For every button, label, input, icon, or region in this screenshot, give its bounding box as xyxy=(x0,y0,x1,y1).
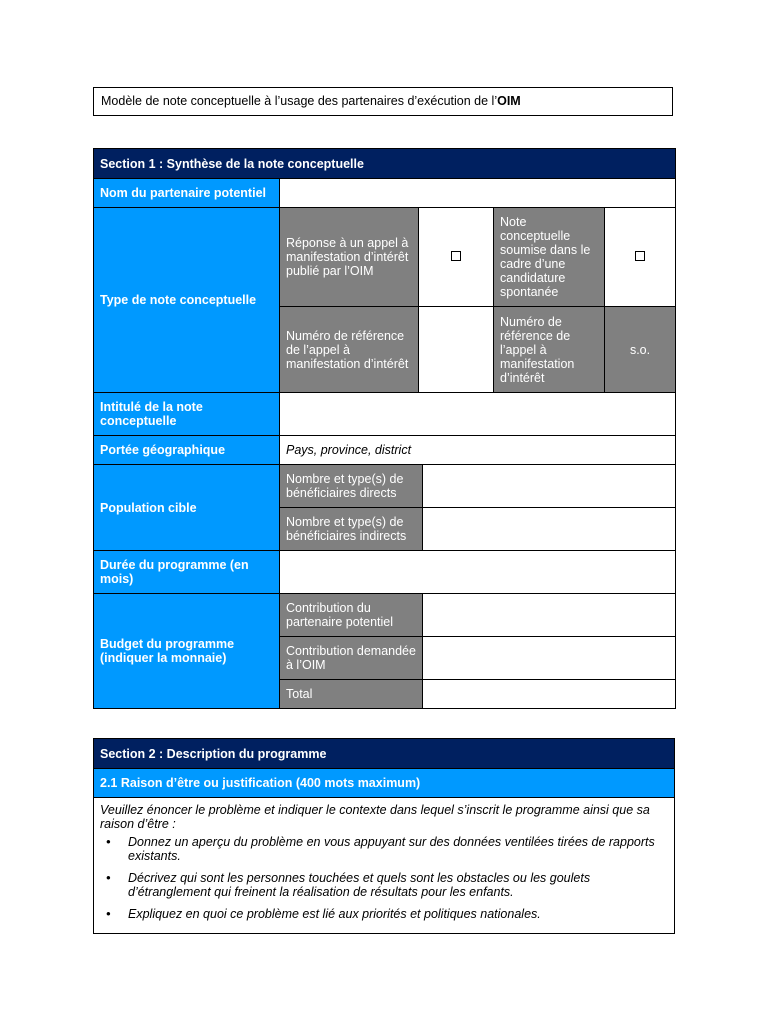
direct-beneficiaries-label: Nombre et type(s) de bénéficiaires directs xyxy=(280,465,423,508)
bullet-item: • Décrivez qui sont les personnes touchées et quels sont les obstacles ou les goulets d’étranglement qui freinent la réalisation de résultats pour les enfants. xyxy=(128,871,668,899)
bullet-item: • Expliquez en quoi ce problème est lié aux priorités et politiques nationales. xyxy=(128,907,668,921)
section2-header: Section 2 : Description du programme xyxy=(94,739,675,769)
partner-name-field[interactable] xyxy=(280,179,676,208)
section2-body[interactable] xyxy=(94,798,675,934)
note-type-label: Type de note conceptuelle xyxy=(94,208,280,393)
option-call-cell[interactable] xyxy=(419,208,494,307)
indirect-beneficiaries-field[interactable] xyxy=(423,508,676,551)
document-title-text: Modèle de note conceptuelle à l’usage des partenaires d’exécution de l’ xyxy=(101,94,498,108)
duration-field[interactable] xyxy=(280,551,676,594)
option-call-checkbox[interactable] xyxy=(451,251,461,261)
ref-number-value: s.o. xyxy=(605,307,676,393)
iom-contribution-field[interactable] xyxy=(423,637,676,680)
partner-contribution-label: Contribution du partenaire potentiel xyxy=(280,594,423,637)
total-field[interactable] xyxy=(423,680,676,709)
budget-label: Budget du programme (indiquer la monnaie) xyxy=(94,594,280,709)
total-label: Total xyxy=(280,680,423,709)
document-title-bold: OIM xyxy=(497,94,521,108)
indirect-beneficiaries-label: Nombre et type(s) de bénéficiaires indirects xyxy=(280,508,423,551)
option-spontaneous-checkbox[interactable] xyxy=(635,251,645,261)
geo-field[interactable]: Pays, province, district xyxy=(280,436,676,465)
population-label: Population cible xyxy=(94,465,280,551)
ref-number-label: Numéro de référence de l’appel à manifestation d’intérêt xyxy=(280,307,419,393)
document-title xyxy=(93,87,673,116)
direct-beneficiaries-field[interactable] xyxy=(423,465,676,508)
option-spontaneous-cell[interactable] xyxy=(605,208,676,307)
duration-label: Durée du programme (en mois) xyxy=(94,551,280,594)
title-label: Intitulé de la note conceptuelle xyxy=(94,393,280,436)
partner-name-label: Nom du partenaire potentiel xyxy=(94,179,280,208)
option-call-label: Réponse à un appel à manifestation d’intérêt publié par l’OIM xyxy=(280,208,419,307)
ref-number-label-2: Numéro de référence de l’appel à manifestation d’intérêt xyxy=(494,307,605,393)
bullet-item: • Donnez un aperçu du problème en vous appuyant sur des données ventilées tirées de rapports existants. xyxy=(128,835,668,863)
section2-subheader: 2.1 Raison d’être ou justification (400 mots maximum) xyxy=(94,769,675,798)
option-spontaneous-label: Note conceptuelle soumise dans le cadre d’une candidature spontanée xyxy=(494,208,605,307)
ref-number-field[interactable] xyxy=(419,307,494,393)
section2-intro: Veuillez énoncer le problème et indiquer le contexte dans lequel s’inscrit le programme ainsi que sa raison d’être : xyxy=(100,803,650,831)
section1-header: Section 1 : Synthèse de la note conceptuelle xyxy=(94,149,676,179)
partner-contribution-field[interactable] xyxy=(423,594,676,637)
geo-label: Portée géographique xyxy=(94,436,280,465)
section2-table xyxy=(93,738,675,934)
section1-table xyxy=(93,148,676,709)
section2-bullets xyxy=(100,835,668,921)
title-field[interactable] xyxy=(280,393,676,436)
iom-contribution-label: Contribution demandée à l’OIM xyxy=(280,637,423,680)
